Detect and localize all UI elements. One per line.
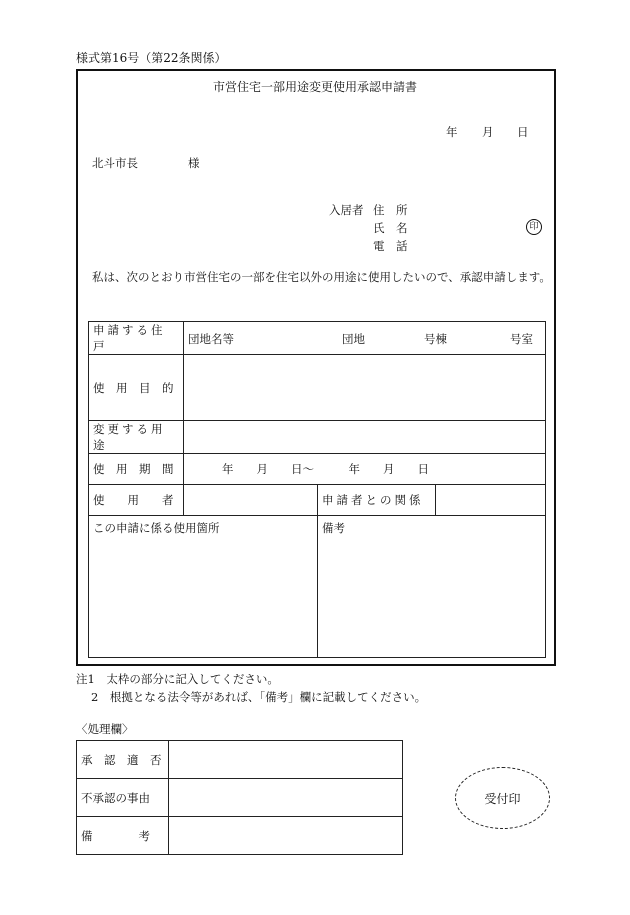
date-day: 日 <box>517 125 529 139</box>
applicant-role: 入居者 <box>329 203 364 217</box>
purpose-field[interactable] <box>184 355 546 421</box>
residence-label: 申請する住戸 <box>89 322 184 355</box>
note-2: 2 根拠となる法令等があれば、「備考」欄に記載してください。 <box>91 690 427 704</box>
form-number: 様式第16号（第22条関係） <box>76 51 227 65</box>
processing-remarks-label: 備 考 <box>77 817 169 855</box>
document-title: 市営住宅一部用途変更使用承認申請書 <box>212 80 417 94</box>
location-field[interactable] <box>89 516 318 658</box>
address-label: 住 所 <box>373 203 408 217</box>
room-label: 号室 <box>510 332 533 346</box>
processing-heading: 〈処理欄〉 <box>76 722 134 736</box>
date-year: 年 <box>446 125 458 139</box>
user-label: 使 用 者 <box>89 485 184 516</box>
approval-field[interactable] <box>169 741 403 779</box>
processing-table <box>76 740 403 855</box>
disapproval-reason-label: 不承認の事由 <box>77 779 169 817</box>
note-1: 注1 太枠の部分に記入してください。 <box>76 672 279 686</box>
seal-mark-icon: 印 <box>526 219 542 235</box>
user-field[interactable] <box>184 485 318 516</box>
phone-label: 電 話 <box>373 239 408 253</box>
complex-name-label: 団地名等 <box>188 332 234 346</box>
reception-stamp <box>455 767 550 829</box>
name-label: 氏 名 <box>373 221 408 235</box>
period-label: 使 用 期 間 <box>89 454 184 485</box>
change-use-field[interactable] <box>184 421 546 454</box>
location-label: この申請に係る使用箇所 <box>93 521 220 535</box>
remarks-field[interactable] <box>318 516 546 658</box>
remarks-label: 備考 <box>322 521 345 535</box>
building-label: 号棟 <box>424 332 447 346</box>
application-table <box>88 321 546 658</box>
reception-stamp-label: 受付印 <box>484 791 521 806</box>
date-month: 月 <box>482 125 494 139</box>
addressee-name: 北斗市長 <box>92 156 138 170</box>
period-field[interactable]: 年 月 日～ 年 月 日 <box>184 454 546 485</box>
approval-label: 承 認 適 否 <box>77 741 169 779</box>
application-statement: 私は、次のとおり市営住宅の一部を住宅以外の用途に使用したいので、承認申請します。 <box>92 270 551 284</box>
addressee-honorific: 様 <box>188 156 200 170</box>
change-use-label: 変更する用途 <box>89 421 184 454</box>
relation-field[interactable] <box>436 485 546 516</box>
processing-remarks-field[interactable] <box>169 817 403 855</box>
relation-label: 申請者との関係 <box>318 485 436 516</box>
residence-field[interactable] <box>184 322 546 355</box>
danchi-label: 団地 <box>342 332 365 346</box>
disapproval-reason-field[interactable] <box>169 779 403 817</box>
purpose-label: 使 用 目 的 <box>89 355 184 421</box>
